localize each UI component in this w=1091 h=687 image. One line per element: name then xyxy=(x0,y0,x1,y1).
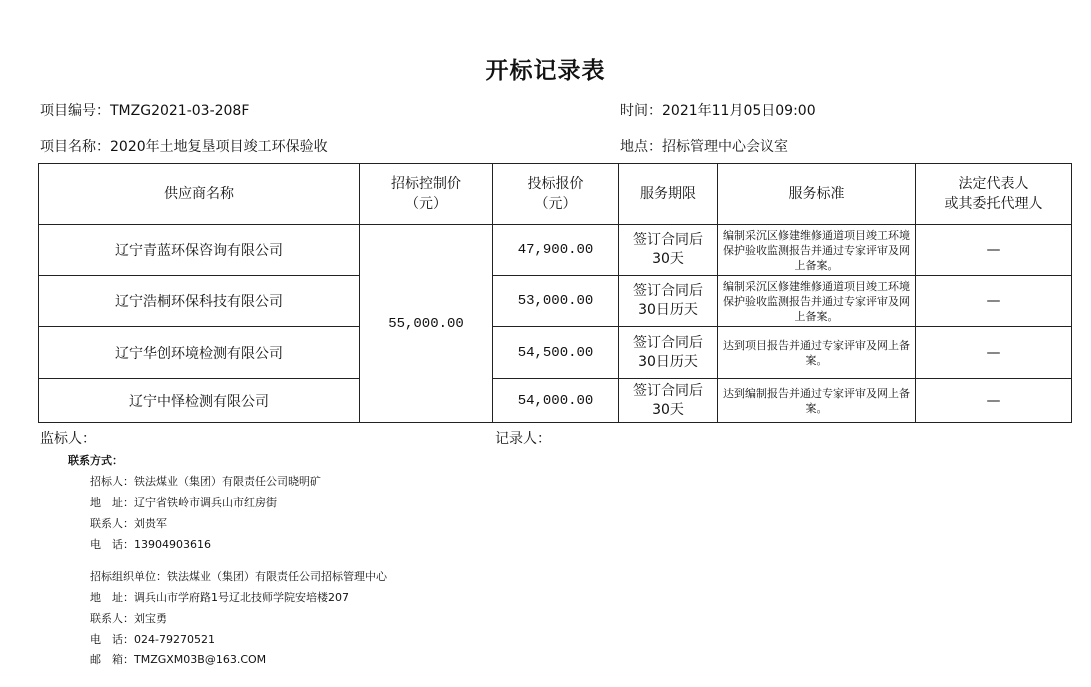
agency-phone: 电 话：024-79270521 xyxy=(90,633,215,646)
contact-heading: 联系方式： xyxy=(68,454,123,467)
agency-email: 邮 箱：TMZGXM03B@163.COM xyxy=(90,653,267,666)
table-row xyxy=(39,276,1072,327)
table-row xyxy=(39,327,1072,379)
service-period: 签订合同后 30天 xyxy=(619,225,718,276)
header-control-price: 招标控制价 （元） xyxy=(360,164,493,225)
control-price: 55,000.00 xyxy=(360,225,493,423)
bid-price: 54,500.00 xyxy=(493,327,619,379)
legal-representative: — xyxy=(916,276,1072,327)
service-standard: 编制采沉区修建维修通道项目竣工环境保护验收监测报告并通过专家评审及网上备案。 xyxy=(718,225,916,276)
bid-price: 47,900.00 xyxy=(493,225,619,276)
location: 地点：招标管理中心会议室 xyxy=(620,139,788,155)
legal-representative: — xyxy=(916,379,1072,423)
supplier-name: 辽宁中怿检测有限公司 xyxy=(39,379,360,423)
opening-time: 时间：2021年11月05日09:00 xyxy=(620,103,816,119)
header-service-standard: 服务标准 xyxy=(718,164,916,225)
header-legal-representative: 法定代表人 或其委托代理人 xyxy=(916,164,1072,225)
project-number: 项目编号：TMZG2021-03-208F xyxy=(40,103,250,119)
service-period: 签订合同后 30日历天 xyxy=(619,276,718,327)
header-supplier: 供应商名称 xyxy=(39,164,360,225)
service-standard: 编制采沉区修建维修通道项目竣工环境保护验收监测报告并通过专家评审及网上备案。 xyxy=(718,276,916,327)
service-period: 签订合同后 30日历天 xyxy=(619,327,718,379)
bid-opening-table xyxy=(38,163,1072,423)
header-bid-price: 投标报价 （元） xyxy=(493,164,619,225)
service-standard: 达到编制报告并通过专家评审及网上备案。 xyxy=(718,379,916,423)
legal-representative: — xyxy=(916,327,1072,379)
table-row xyxy=(39,225,1072,276)
agency: 招标组织单位：铁法煤业（集团）有限责任公司招标管理中心 xyxy=(90,570,387,583)
table-header-row xyxy=(39,164,1072,225)
tenderer-phone: 电 话：13904903616 xyxy=(90,538,211,551)
project-name: 项目名称：2020年土地复垦项目竣工环保验收 xyxy=(40,139,328,155)
service-standard: 达到项目报告并通过专家评审及网上备案。 xyxy=(718,327,916,379)
bid-price: 53,000.00 xyxy=(493,276,619,327)
tenderer-contact: 联系人：刘贵军 xyxy=(90,517,167,530)
supplier-name: 辽宁青蓝环保咨询有限公司 xyxy=(39,225,360,276)
supplier-name: 辽宁浩桐环保科技有限公司 xyxy=(39,276,360,327)
supplier-name: 辽宁华创环境检测有限公司 xyxy=(39,327,360,379)
table-row xyxy=(39,379,1072,423)
tenderer-address: 地 址：辽宁省铁岭市调兵山市红房街 xyxy=(90,496,277,509)
document-title: 开标记录表 xyxy=(485,57,606,84)
legal-representative: — xyxy=(916,225,1072,276)
tenderer: 招标人：铁法煤业（集团）有限责任公司晓明矿 xyxy=(90,475,321,488)
header-service-period: 服务期限 xyxy=(619,164,718,225)
service-period: 签订合同后 30天 xyxy=(619,379,718,423)
bid-price: 54,000.00 xyxy=(493,379,619,423)
supervisor-label: 监标人： xyxy=(40,431,96,447)
recorder-label: 记录人： xyxy=(495,431,551,447)
agency-address: 地 址：调兵山市学府路1号辽北技师学院安培楼207 xyxy=(90,591,349,604)
agency-contact: 联系人：刘宝勇 xyxy=(90,612,167,625)
